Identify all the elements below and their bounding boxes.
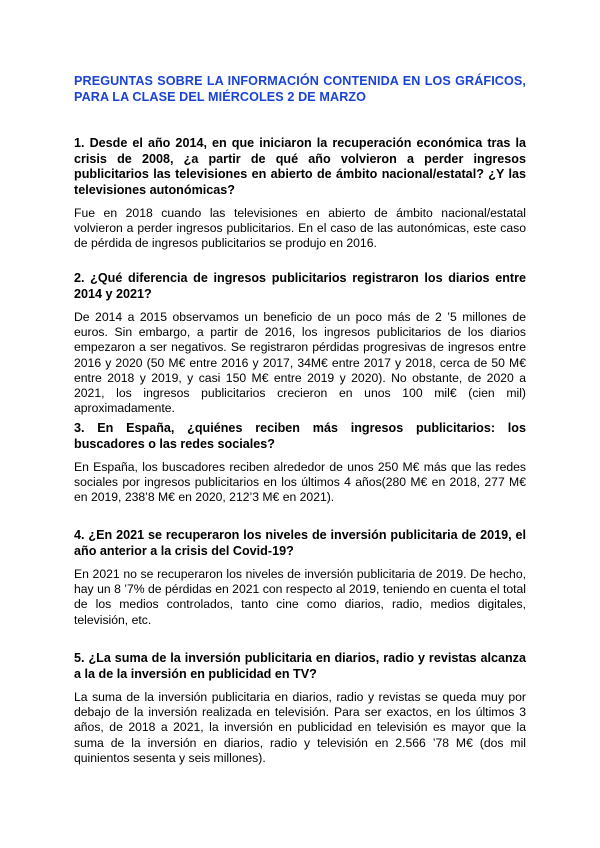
question-text: 3. En España, ¿quiénes reciben más ingresos publicitarios: los buscadores o las redes sociales? (74, 421, 526, 451)
question-block-2 (74, 271, 526, 416)
question-block-5 (74, 651, 526, 766)
question-text: 1. Desde el año 2014, en que iniciaron la recuperación económica tras la crisis de 2008, ¿a partir de qué año volvieron a perder ingresos publicitarios las televisiones en abierto de ámbito nacional/estatal? ¿Y las televisiones autonómicas? (74, 136, 526, 197)
question-block-1 (74, 136, 526, 252)
answer-text: Fue en 2018 cuando las televisiones en abierto de ámbito nacional/estatal volvieron a perder ingresos publicitarios. En el caso de las autonómicas, este caso de pérdida de ingresos publicitarios se produjo en 2016. (74, 206, 526, 251)
answer-text: En 2021 no se recuperaron los niveles de inversión publicitaria de 2019. De hecho, hay un 8 ’7% de pérdidas en 2021 con respecto al 2019, teniendo en cuenta el total de los medios controlados, tanto cine como diarios, radio, medios digitales, televisión, etc. (74, 567, 526, 627)
question-text: 4. ¿En 2021 se recuperaron los niveles de inversión publicitaria de 2019, el año anterior a la crisis del Covid-19? (74, 528, 526, 558)
answer-text: La suma de la inversión publicitaria en diarios, radio y revistas se queda muy por debajo de la inversión realizada en televisión. Para ser exactos, en los últimos 3 años, de 2018 a 2021, la inversión en publicidad en televisión es mayor que la suma de la inversión en diarios, radio y televisión en 2.566 ’78 M€ (dos mil quinientos sesenta y seis millones). (74, 690, 526, 765)
answer-text: En España, los buscadores reciben alrededor de unos 250 M€ más que las redes sociales por ingresos publicitarios en los últimos 4 años(280 M€ en 2018, 277 M€ en 2019, 238’8 M€ en 2020, 212’3 M€ en 2021). (74, 460, 526, 505)
answer-text: De 2014 a 2015 observamos un beneficio de un poco más de 2 ’5 millones de euros. Sin embargo, a partir de 2016, los ingresos publicitarios de los diarios empezaron a ser negativos. Se registraron pérdidas progresivas de ingresos entre 2016 y 2020 (50 M€ entre 2016 y 2017, 34M€ entre 2017 y 2018, cerca de 50 M€ entre 2018 y 2019, y casi 150 M€ entre 2019 y 2020). No obstante, de 2020 a 2021, los ingresos publicitarios crecieron en unos 100 mil€ (cien mil) aproximadamente. (74, 310, 526, 416)
document-title: PREGUNTAS SOBRE LA INFORMACIÓN CONTENIDA EN LOS GRÁFICOS, PARA LA CLASE DEL MIÉRCOLES 2 DE MARZO (74, 74, 526, 104)
question-block-3 (74, 421, 526, 506)
question-text: 5. ¿La suma de la inversión publicitaria en diarios, radio y revistas alcanza a la de la inversión en publicidad en TV? (74, 651, 526, 681)
question-block-4 (74, 528, 526, 628)
question-text: 2. ¿Qué diferencia de ingresos publicitarios registraron los diarios entre 2014 y 2021? (74, 271, 526, 301)
